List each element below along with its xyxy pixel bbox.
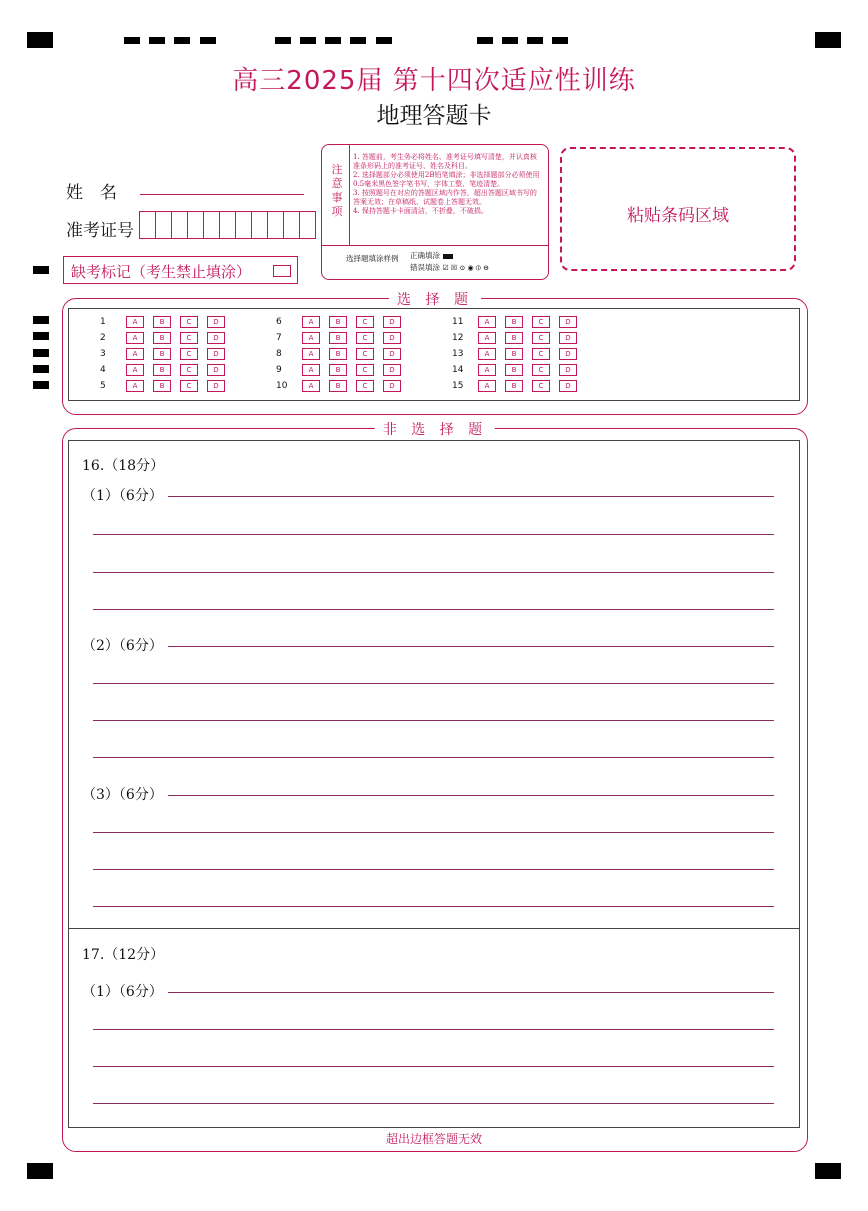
option-bubble-c[interactable]: C: [356, 332, 374, 344]
question-number: 14: [452, 364, 464, 375]
option-bubble-b[interactable]: B: [329, 364, 347, 376]
answer-line[interactable]: [93, 534, 774, 535]
absent-mark-box: [63, 256, 298, 284]
choice-question-2: [100, 331, 234, 344]
corner-mark-top-left: [27, 32, 53, 48]
question-number: 5: [100, 380, 106, 391]
answer-line[interactable]: [93, 609, 774, 610]
option-bubble-b[interactable]: B: [329, 316, 347, 328]
footer-warning: 超出边框答题无效: [385, 1132, 482, 1146]
option-bubble-b[interactable]: B: [505, 380, 523, 392]
question-number: 11: [452, 316, 464, 327]
name-label: 姓 名: [66, 183, 117, 203]
notice-item: 4. 保持答题卡卡面清洁，不折叠，不破损。: [353, 207, 488, 215]
answer-line[interactable]: [93, 906, 774, 907]
option-bubble-d[interactable]: D: [207, 332, 225, 344]
choice-question-11: [452, 315, 586, 328]
answer-line[interactable]: [93, 1066, 774, 1067]
option-bubble-c[interactable]: C: [180, 332, 198, 344]
corner-mark-bottom-left: [27, 1163, 53, 1179]
option-bubble-b[interactable]: B: [153, 332, 171, 344]
option-bubble-a[interactable]: A: [478, 316, 496, 328]
corner-mark-top-right: [815, 32, 841, 48]
q17-part-1-label: （1）（6分）: [82, 984, 163, 1000]
option-bubble-d[interactable]: D: [383, 348, 401, 360]
corner-mark-bottom-right: [815, 1163, 841, 1179]
option-bubble-d[interactable]: D: [559, 348, 577, 360]
answer-line[interactable]: [93, 683, 774, 684]
correct-fill-example: 正确填涂: [410, 250, 453, 261]
option-bubble-d[interactable]: D: [383, 380, 401, 392]
q16-part-2-label: （2）（6分）: [82, 638, 163, 654]
card-subtitle: 地理答题卡: [376, 103, 492, 129]
option-bubble-a[interactable]: A: [478, 364, 496, 376]
option-bubble-c[interactable]: C: [180, 364, 198, 376]
fill-example-label: 选择题填涂样例: [346, 254, 399, 263]
option-bubble-c[interactable]: C: [532, 348, 550, 360]
option-bubble-b[interactable]: B: [329, 332, 347, 344]
option-bubble-b[interactable]: B: [153, 364, 171, 376]
option-bubble-d[interactable]: D: [207, 348, 225, 360]
answer-line[interactable]: [93, 832, 774, 833]
choice-question-4: [100, 363, 234, 376]
answer-area: [68, 440, 800, 1128]
option-bubble-d[interactable]: D: [559, 364, 577, 376]
barcode-area: [560, 147, 796, 271]
barcode-label: 粘贴条码区域: [627, 206, 729, 226]
option-bubble-c[interactable]: C: [532, 316, 550, 328]
option-bubble-d[interactable]: D: [383, 332, 401, 344]
question-number: 10: [276, 380, 288, 391]
option-bubble-a[interactable]: A: [478, 332, 496, 344]
option-bubble-d[interactable]: D: [383, 316, 401, 328]
option-bubble-d[interactable]: D: [559, 332, 577, 344]
option-bubble-d[interactable]: D: [207, 364, 225, 376]
option-bubble-b[interactable]: B: [153, 316, 171, 328]
choice-question-14: [452, 363, 586, 376]
choice-question-13: [452, 347, 586, 360]
answer-line[interactable]: [168, 795, 774, 796]
choice-question-15: [452, 379, 586, 392]
option-bubble-a[interactable]: A: [126, 380, 144, 392]
option-bubble-a[interactable]: A: [126, 364, 144, 376]
option-bubble-c[interactable]: C: [180, 316, 198, 328]
nonchoice-section-title: 非 选 择 题: [375, 419, 495, 439]
option-bubble-a[interactable]: A: [302, 332, 320, 344]
option-bubble-c[interactable]: C: [180, 380, 198, 392]
option-bubble-d[interactable]: D: [383, 364, 401, 376]
option-bubble-c[interactable]: C: [356, 364, 374, 376]
option-bubble-c[interactable]: C: [356, 316, 374, 328]
q16-part-1-label: （1）（6分）: [82, 488, 163, 504]
answer-line[interactable]: [93, 720, 774, 721]
notice-item: 2. 选择题部分必须使用2B铅笔填涂；非选择题部分必须使用0.5毫米黑色签字笔书写，字体工整、笔迹清楚。: [353, 171, 540, 188]
choice-question-7: [276, 331, 410, 344]
option-bubble-b[interactable]: B: [505, 316, 523, 328]
option-bubble-a[interactable]: A: [302, 348, 320, 360]
option-bubble-a[interactable]: A: [478, 380, 496, 392]
option-bubble-b[interactable]: B: [153, 348, 171, 360]
option-bubble-a[interactable]: A: [478, 348, 496, 360]
option-bubble-d[interactable]: D: [559, 316, 577, 328]
notice-item: 3. 按照题号在对应的答题区域内作答，超出答题区域书写的答案无效；在草稿纸、试题卷上答题无效。: [353, 189, 537, 206]
option-bubble-a[interactable]: A: [302, 380, 320, 392]
option-bubble-c[interactable]: C: [532, 332, 550, 344]
notice-items: [353, 153, 543, 216]
choice-question-9: [276, 363, 410, 376]
choice-question-5: [100, 379, 234, 392]
notice-heading: 注意事项: [331, 163, 343, 218]
question-number: 7: [276, 332, 282, 343]
option-bubble-d[interactable]: D: [207, 316, 225, 328]
option-bubble-d[interactable]: D: [207, 380, 225, 392]
choice-question-10: [276, 379, 410, 392]
question-number: 12: [452, 332, 464, 343]
question-number: 13: [452, 348, 464, 359]
option-bubble-c[interactable]: C: [532, 380, 550, 392]
name-field[interactable]: [140, 194, 304, 195]
wrong-fill-example: 错误填涂 ☑ ☒ ⊙ ◉ ⦶ ⊖: [410, 263, 489, 272]
option-bubble-b[interactable]: B: [505, 364, 523, 376]
choice-question-8: [276, 347, 410, 360]
option-bubble-b[interactable]: B: [329, 348, 347, 360]
choice-question-6: [276, 315, 410, 328]
question-17-label: 17.（12分）: [82, 947, 165, 963]
answer-line[interactable]: [168, 646, 774, 647]
choice-question-12: [452, 331, 586, 344]
option-bubble-c[interactable]: C: [180, 348, 198, 360]
answer-line[interactable]: [93, 757, 774, 758]
option-bubble-b[interactable]: B: [505, 332, 523, 344]
option-bubble-c[interactable]: C: [356, 348, 374, 360]
option-bubble-a[interactable]: A: [126, 316, 144, 328]
option-bubble-b[interactable]: B: [153, 380, 171, 392]
option-bubble-c[interactable]: C: [532, 364, 550, 376]
exam-id-boxes[interactable]: [139, 211, 316, 239]
notice-item: 1. 答题前，考生务必将姓名、准考证号填写清楚，并认真核准条形码上的准考证号、姓名及科目。: [353, 153, 537, 170]
answer-line[interactable]: [168, 992, 774, 993]
question-number: 6: [276, 316, 282, 327]
absent-mark-label: 缺考标记（考生禁止填涂）: [71, 263, 252, 281]
exam-id-label: 准考证号: [66, 221, 134, 241]
option-bubble-b[interactable]: B: [505, 348, 523, 360]
question-divider: [69, 928, 799, 929]
answer-line[interactable]: [93, 1029, 774, 1030]
answer-line[interactable]: [168, 496, 774, 497]
answer-line[interactable]: [93, 572, 774, 573]
choice-question-1: [100, 315, 234, 328]
q16-part-3-label: （3）（6分）: [82, 787, 163, 803]
option-bubble-a[interactable]: A: [302, 364, 320, 376]
answer-line[interactable]: [93, 869, 774, 870]
choice-question-3: [100, 347, 234, 360]
question-number: 15: [452, 380, 464, 391]
absent-mark-checkbox[interactable]: [273, 265, 291, 277]
option-bubble-c[interactable]: C: [356, 380, 374, 392]
option-bubble-a[interactable]: A: [302, 316, 320, 328]
notice-box: [321, 144, 549, 280]
question-number: 1: [100, 316, 106, 327]
question-number: 4: [100, 364, 106, 375]
option-bubble-a[interactable]: A: [126, 332, 144, 344]
question-16-label: 16.（18分）: [82, 458, 165, 474]
option-bubble-a[interactable]: A: [126, 348, 144, 360]
question-number: 3: [100, 348, 106, 359]
exam-title: 高三2025届 第十四次适应性训练: [232, 66, 636, 96]
option-bubble-d[interactable]: D: [559, 380, 577, 392]
option-bubble-b[interactable]: B: [329, 380, 347, 392]
question-number: 2: [100, 332, 106, 343]
answer-line[interactable]: [93, 1103, 774, 1104]
question-number: 9: [276, 364, 282, 375]
question-number: 8: [276, 348, 282, 359]
choice-section-title: 选 择 题: [389, 289, 481, 309]
